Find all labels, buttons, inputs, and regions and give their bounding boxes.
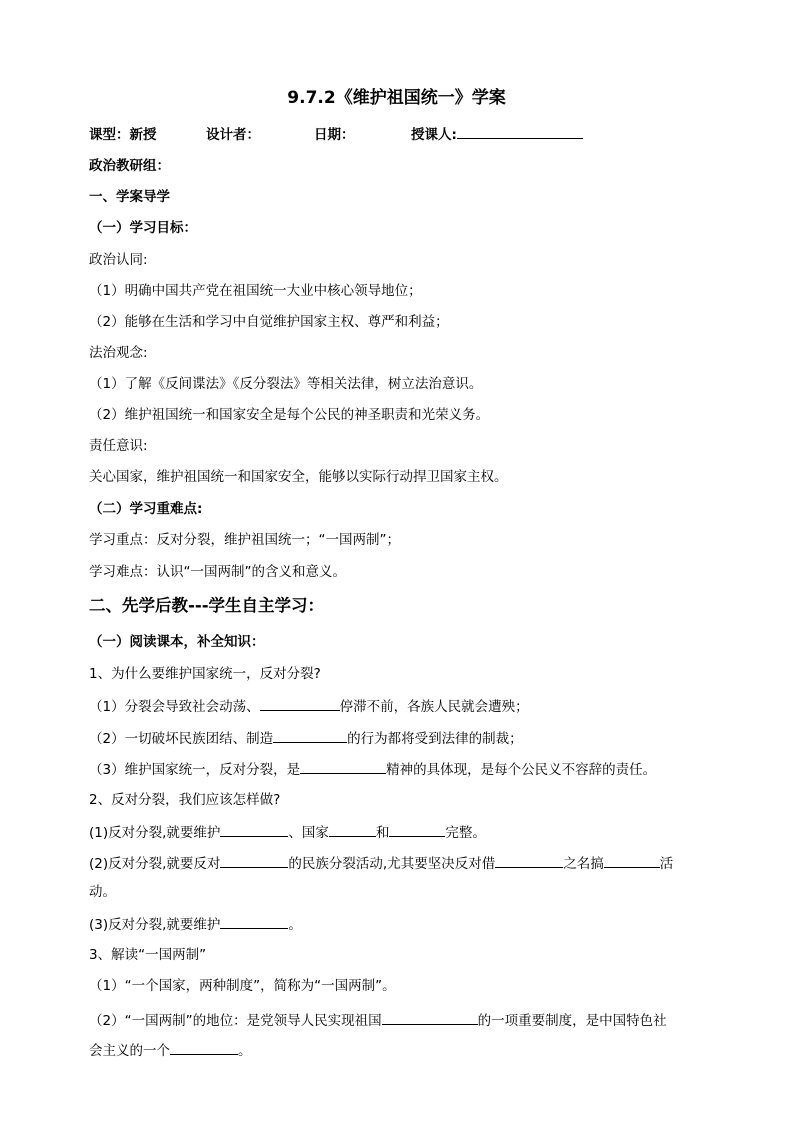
group-label: 政治教研组： [89,158,170,174]
fill-line-cont [89,1040,252,1061]
question-2: 2、反对分裂，我们应该怎样做? [89,792,281,808]
fill-text: 之名搞 [563,856,604,872]
answer-blank[interactable] [329,822,376,837]
fill-text: (2)反对分裂,就要反对 [89,856,221,872]
fill-text: 会主义的一个 [89,1043,170,1059]
fill-line [89,1010,667,1031]
fill-line: （1）“一个国家，两种制度”，简称为“一国两制”。 [89,978,396,994]
answer-blank[interactable] [220,853,288,868]
fill-text: 的民族分裂活动,尤其要坚决反对借 [288,856,496,872]
fill-text: 的一项重要制度，是中国特色社 [477,1013,667,1029]
lecturer: 授课人: [411,127,457,143]
answer-blank[interactable] [389,822,445,837]
goal-item: （2）维护祖国统一和国家安全是每个公民的神圣职责和光荣义务。 [89,407,490,423]
fill-text: （3）维护国家统一，反对分裂，是 [89,762,301,778]
fill-text: 。 [238,1043,252,1059]
question-1: 1、为什么要维护国家统一，反对分裂? [89,666,321,682]
answer-blank[interactable] [220,822,288,837]
goal-item: 关心国家，维护祖国统一和国家安全，能够以实际行动捍卫国家主权。 [89,469,508,485]
answer-blank[interactable] [273,728,347,743]
fill-text: 精神的具体现，是每个公民义不容辞的责任。 [386,762,657,778]
fill-line [89,759,656,780]
section2-heading: 二、先学后教---学生自主学习： [89,596,325,615]
fill-text: 的行为都将受到法律的制裁； [347,731,523,747]
key-points-heading: （二）学习重难点: [89,501,203,517]
course-type: 课型：新授 [89,127,157,143]
section1-heading: 一、学案导学 [89,189,170,205]
fill-line [89,696,529,717]
fill-line [89,728,523,749]
fill-text: 停滞不前，各族人民就会遭殃； [339,699,529,715]
fill-text: 、国家 [288,825,329,841]
fill-line [89,822,486,843]
answer-blank[interactable] [382,1010,478,1025]
page-title: 9.7.2《维护祖国统一》学案 [287,88,506,108]
key-point: 学习重点：反对分裂，维护祖国统一；“一国两制”； [89,532,400,548]
fill-text: 。 [288,917,302,933]
difficult-point: 学习难点：认识“一国两制”的含义和意义。 [89,564,346,580]
fill-text: （2）“一国两制”的地位：是党领导人民实现祖国 [89,1013,382,1029]
fill-text: 完整。 [445,825,486,841]
designer: 设计者： [206,127,260,143]
fill-text: （1）分裂会导致社会动荡、 [89,699,260,715]
answer-blank[interactable] [495,853,563,868]
fill-line [89,853,673,874]
goal-item: （1）了解《反间谍法》《反分裂法》等相关法律，树立法治意识。 [89,376,483,392]
question-3: 3、解读“一国两制” [89,947,207,963]
answer-blank[interactable] [260,696,340,711]
answer-blank[interactable] [300,759,386,774]
fill-line-cont: 动。 [89,884,116,900]
fill-text: 活 [659,856,674,872]
learning-goals-heading: （一）学习目标： [89,220,197,236]
reading-heading: （一）阅读课本，补全知识： [89,634,265,650]
fill-text: 和 [375,825,390,841]
answer-blank[interactable] [220,914,288,929]
goal-item: （2）能够在生活和学习中自觉维护国家主权、尊严和利益； [89,314,449,330]
fill-text: (1)反对分裂,就要维护 [89,825,221,841]
meta-row [89,124,583,145]
fill-line [89,914,302,935]
answer-blank[interactable] [170,1040,238,1055]
fill-text: (3)反对分裂,就要维护 [89,917,221,933]
rule-of-law-label: 法治观念: [89,345,148,361]
date: 日期： [314,127,355,143]
answer-blank[interactable] [604,853,660,868]
lecturer-blank[interactable] [457,124,583,139]
responsibility-label: 责任意识: [89,438,148,454]
goal-item: （1）明确中国共产党在祖国统一大业中核心领导地位； [89,283,422,299]
political-identity-label: 政治认同: [89,252,148,268]
fill-text: （2）一切破坏民族团结、制造 [89,731,274,747]
